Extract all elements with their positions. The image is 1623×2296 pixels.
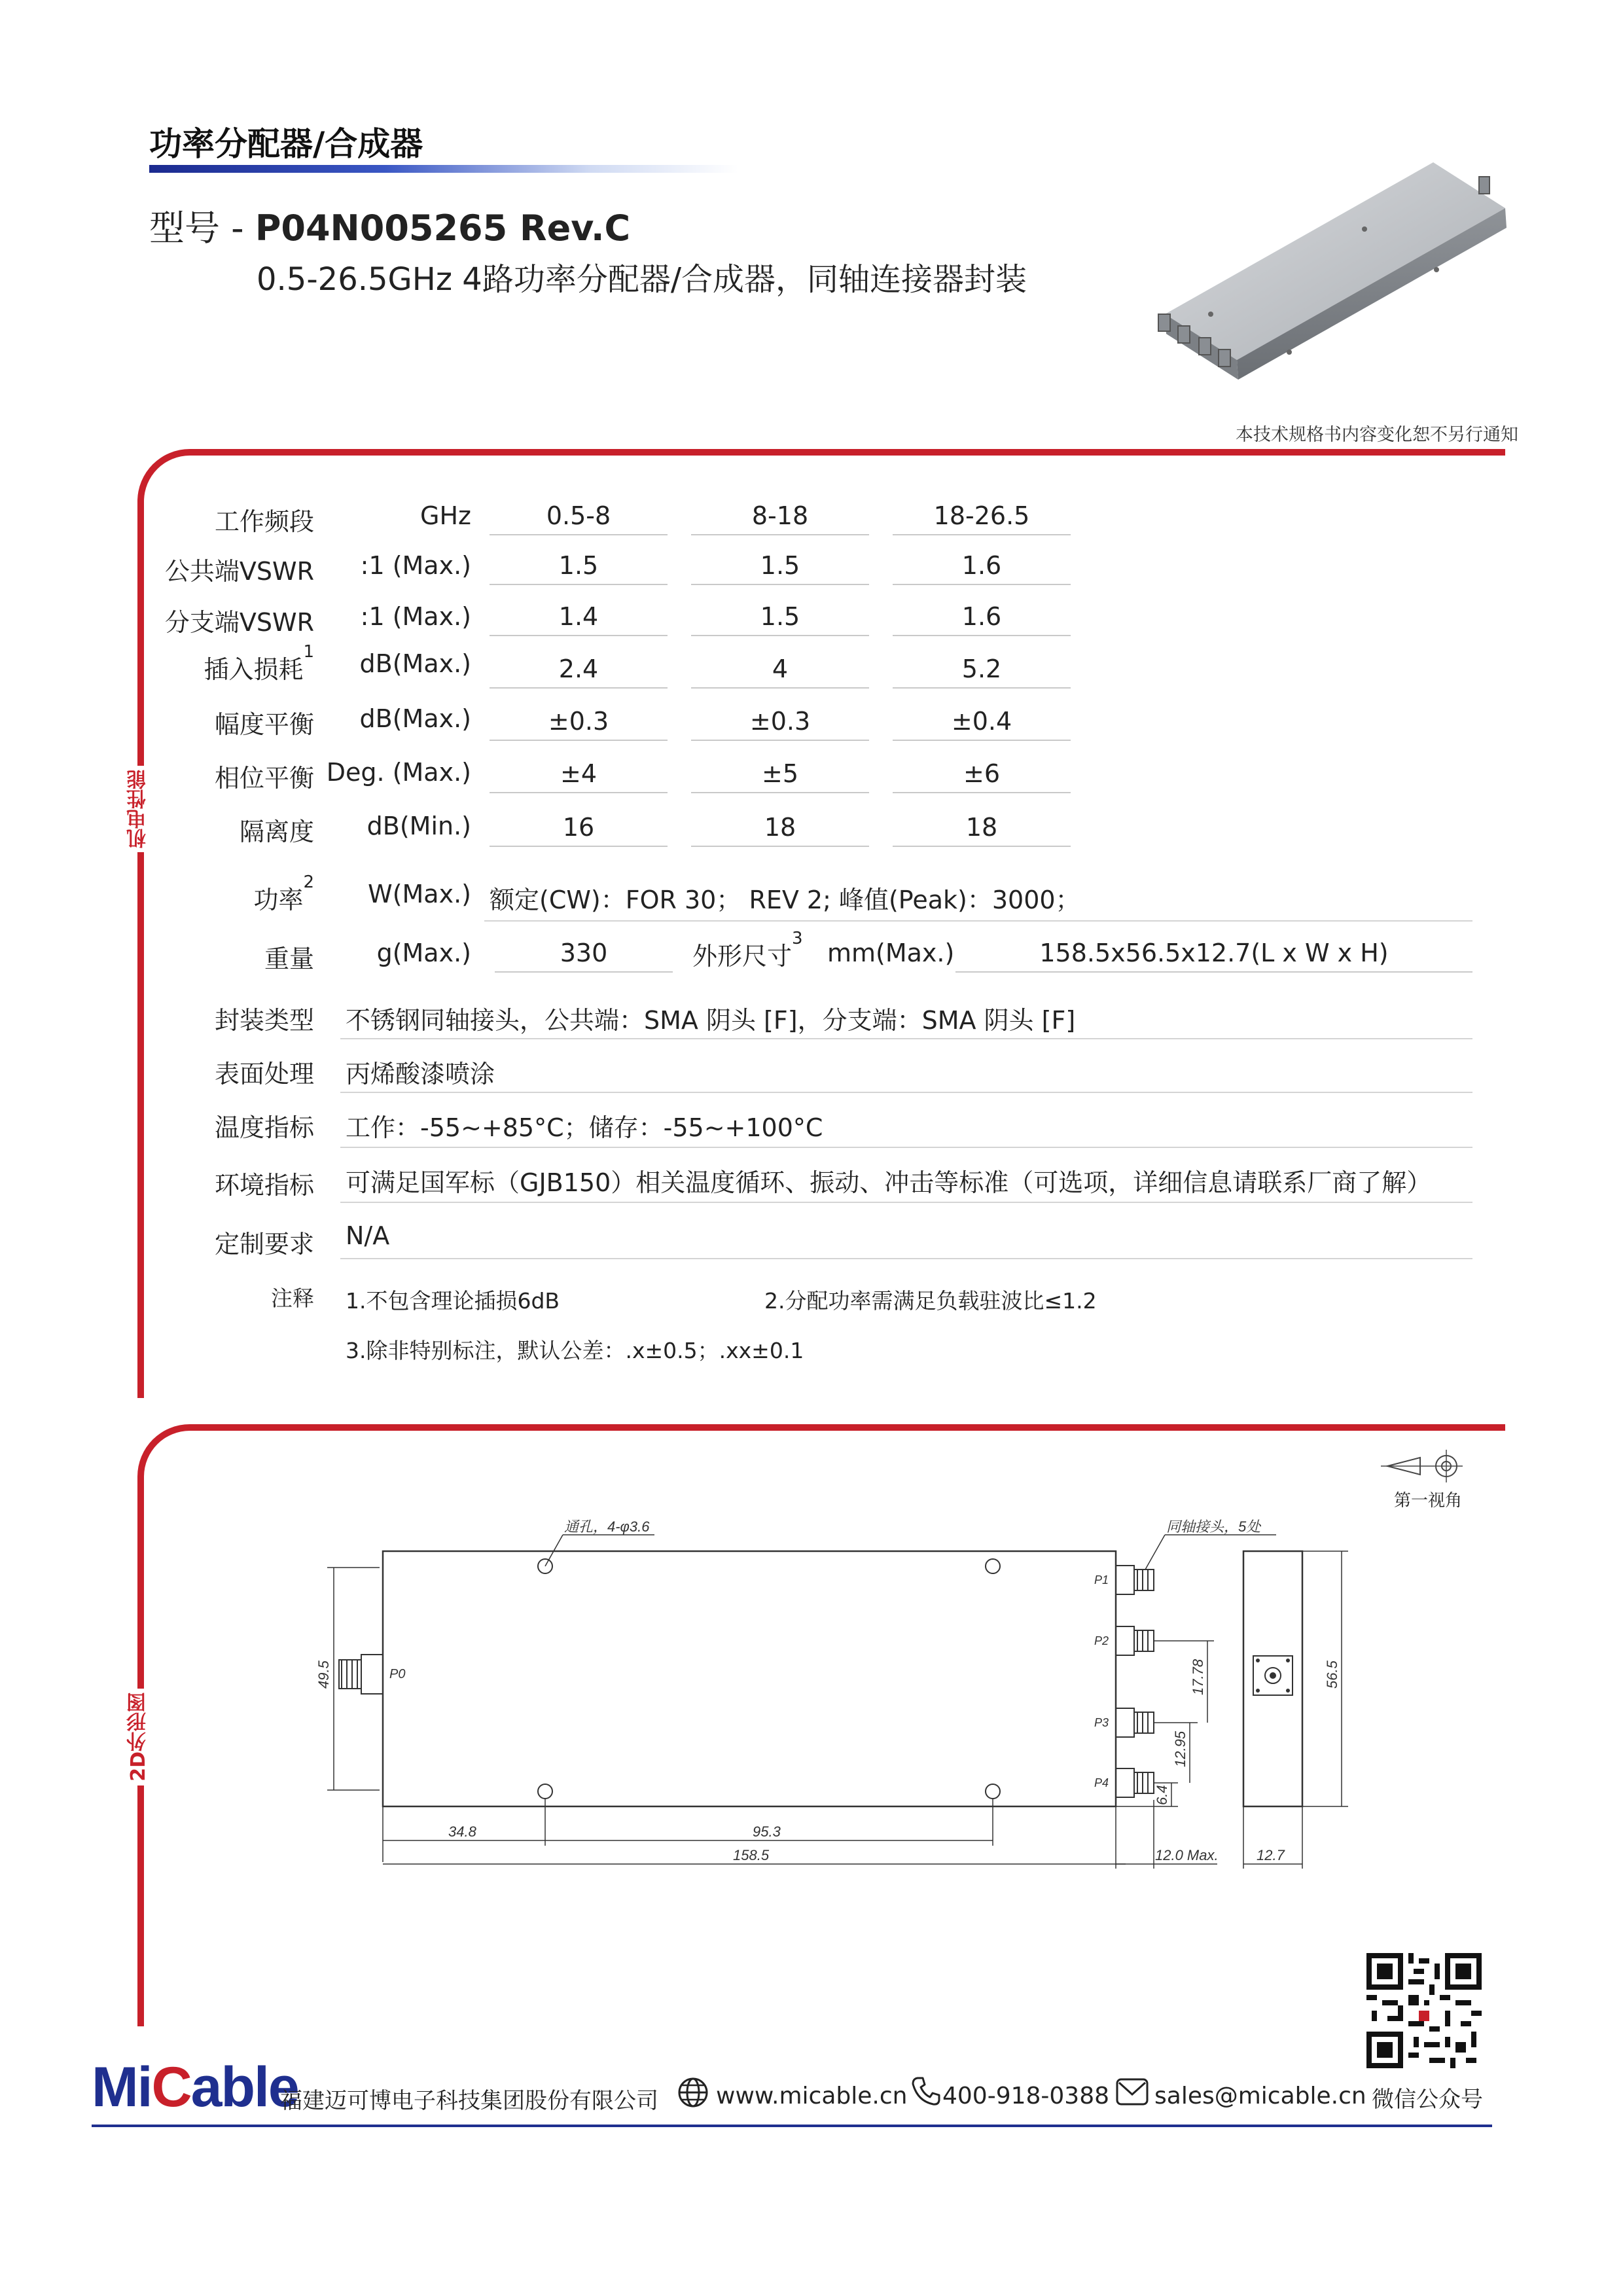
row-value: 0.5-8 bbox=[490, 501, 668, 535]
custom-row bbox=[105, 1215, 1479, 1267]
notes-block bbox=[105, 1275, 1479, 1363]
row-value: ±5 bbox=[691, 759, 869, 793]
email-icon bbox=[1115, 2077, 1149, 2106]
dimension-value: 158.5x56.5x12.7(L x W x H) bbox=[955, 939, 1472, 973]
dim-34-8: 34.8 bbox=[448, 1823, 476, 1840]
footnote-mark: 2 bbox=[303, 872, 314, 893]
row-value: ±6 bbox=[893, 759, 1071, 793]
globe-icon bbox=[677, 2076, 709, 2109]
company-logo bbox=[92, 2055, 298, 2120]
row-value: 16 bbox=[490, 813, 668, 847]
weight-label: 重量 bbox=[264, 944, 314, 973]
power-value: 额定(CW)：FOR 30； REV 2; 峰值(Peak)：3000； bbox=[490, 886, 1080, 914]
row-value: ±0.3 bbox=[691, 707, 869, 741]
row-value: 8-18 bbox=[691, 501, 869, 535]
row-label: 公共端VSWR bbox=[164, 557, 314, 586]
row-value: 18-26.5 bbox=[893, 501, 1071, 535]
mount-hole bbox=[538, 1784, 552, 1799]
dim-connector-len: 12.0 Max. bbox=[1155, 1847, 1219, 1863]
row-unit: Deg. (Max.) bbox=[326, 758, 471, 787]
row-value: 18 bbox=[893, 813, 1071, 847]
temperature-value: 工作：-55~+85°C；储存：-55~+100°C bbox=[346, 1113, 823, 1142]
row-value: 1.4 bbox=[490, 602, 668, 636]
company-name: 福建迈可博电子科技集团股份有限公司 bbox=[280, 2088, 658, 2114]
row-value: 1.6 bbox=[893, 602, 1071, 636]
dim-95-3: 95.3 bbox=[753, 1823, 781, 1840]
row-value: 1.5 bbox=[691, 551, 869, 585]
change-notice: 本技术规格书内容变化恕不另行通知 bbox=[1236, 425, 1518, 445]
port-p0-label: P0 bbox=[389, 1667, 406, 1681]
row-divider bbox=[340, 1258, 1472, 1259]
weight-row bbox=[105, 929, 1479, 982]
row-unit: dB(Min.) bbox=[366, 812, 471, 840]
finish-value: 丙烯酸漆喷涂 bbox=[346, 1060, 495, 1088]
row-label: 隔离度 bbox=[239, 817, 314, 846]
hole-callout: 通孔，4-φ3.6 bbox=[564, 1518, 650, 1535]
category-title: 功率分配器/合成器 bbox=[149, 125, 423, 163]
row-value: 4 bbox=[691, 655, 869, 689]
row-value: ±0.3 bbox=[490, 707, 668, 741]
note-3: 3.除非特别标注，默认公差：.x±0.5；.xx±0.1 bbox=[346, 1338, 804, 1363]
note-1: 1.不包含理论插损6dB bbox=[346, 1288, 560, 1314]
row-label bbox=[105, 872, 314, 916]
row-label: 幅度平衡 bbox=[214, 710, 314, 739]
dimension-label bbox=[692, 929, 803, 972]
row-unit: dB(Max.) bbox=[359, 704, 471, 733]
custom-value: N/A bbox=[346, 1221, 390, 1250]
connector-callout: 同轴接头，5处 bbox=[1166, 1518, 1261, 1535]
environment-label: 环境指标 bbox=[214, 1171, 314, 1200]
technical-drawing bbox=[301, 1505, 1427, 1885]
drawing-side-label bbox=[124, 1689, 153, 1785]
logo-c: C bbox=[151, 2056, 191, 2119]
spec-row bbox=[105, 642, 1086, 694]
logo-able: able bbox=[190, 2056, 298, 2119]
row-label: 工作频段 bbox=[214, 507, 314, 536]
row-divider bbox=[340, 1038, 1472, 1039]
temperature-row bbox=[105, 1101, 1479, 1153]
spec-row bbox=[105, 751, 1086, 797]
row-value: 1.5 bbox=[691, 602, 869, 636]
footer-divider bbox=[92, 2125, 1492, 2127]
row-label bbox=[105, 642, 314, 685]
spec-row bbox=[105, 496, 1086, 542]
product-subtitle: 0.5-26.5GHz 4路功率分配器/合成器，同轴连接器封装 bbox=[257, 261, 1027, 298]
dim-height-left: 49.5 bbox=[315, 1660, 332, 1689]
row-value: 1.6 bbox=[893, 551, 1071, 585]
row-unit: GHz bbox=[420, 501, 471, 530]
footnote-mark: 3 bbox=[792, 929, 803, 949]
dim-length: 158.5 bbox=[733, 1847, 770, 1863]
package-row bbox=[105, 995, 1479, 1047]
row-divider bbox=[340, 1092, 1472, 1093]
spec-row bbox=[105, 699, 1086, 745]
weight-value: 330 bbox=[495, 939, 673, 973]
row-divider bbox=[340, 1147, 1472, 1148]
row-label-text: 插入损耗 bbox=[204, 655, 304, 684]
dim-thickness: 12.7 bbox=[1257, 1847, 1285, 1863]
note-2: 2.分配功率需满足负载驻波比≤1.2 bbox=[764, 1288, 1097, 1314]
website-link[interactable]: www.micable.cn bbox=[716, 2083, 908, 2109]
port-p3-label: P3 bbox=[1094, 1716, 1109, 1729]
wechat-label: 微信公众号 bbox=[1372, 2087, 1483, 2113]
dimension-label-text: 外形尺寸 bbox=[692, 942, 793, 971]
dim-12-95: 12.95 bbox=[1172, 1731, 1188, 1767]
projection-label: 第一视角 bbox=[1394, 1491, 1463, 1511]
dim-width: 56.5 bbox=[1324, 1660, 1340, 1689]
model-number: P04N005265 Rev.C bbox=[255, 207, 631, 249]
row-unit: :1 (Max.) bbox=[360, 551, 471, 580]
package-value: 不锈钢同轴接头，公共端：SMA 阴头 [F]，分支端：SMA 阴头 [F] bbox=[346, 1006, 1076, 1035]
row-label: 相位平衡 bbox=[214, 764, 314, 793]
email-address[interactable]: sales@micable.cn bbox=[1154, 2083, 1366, 2109]
footnote-mark: 1 bbox=[303, 642, 314, 662]
port-connectors-right bbox=[1116, 1566, 1154, 1797]
row-divider bbox=[340, 1202, 1472, 1203]
finish-row bbox=[105, 1049, 1479, 1101]
port-p4-label: P4 bbox=[1094, 1776, 1109, 1789]
spec-row bbox=[105, 597, 1086, 643]
package-label: 封装类型 bbox=[214, 1006, 314, 1035]
power-unit: W(Max.) bbox=[368, 880, 471, 908]
row-value: 1.5 bbox=[490, 551, 668, 585]
phone-number[interactable]: 400-918-0388 bbox=[942, 2083, 1110, 2109]
row-value: 18 bbox=[691, 813, 869, 847]
spec-row bbox=[105, 546, 1086, 592]
row-label: 分支端VSWR bbox=[164, 608, 314, 637]
mount-hole bbox=[986, 1784, 1000, 1799]
model-prefix: 型号 - bbox=[149, 207, 255, 249]
temperature-label: 温度指标 bbox=[214, 1113, 314, 1142]
body-outline bbox=[383, 1551, 1116, 1806]
title-underline bbox=[149, 165, 738, 173]
custom-label: 定制要求 bbox=[214, 1230, 314, 1259]
environment-value: 可满足国军标（GJB150）相关温度循环、振动、冲击等标准（可选项，详细信息请联系厂商了解） bbox=[346, 1168, 1432, 1197]
row-value: ±4 bbox=[490, 759, 668, 793]
finish-label: 表面处理 bbox=[214, 1060, 314, 1088]
notes-label: 注释 bbox=[271, 1285, 314, 1311]
row-value: 2.4 bbox=[490, 655, 668, 689]
row-value: 5.2 bbox=[893, 655, 1071, 689]
dim-6-4: 6.4 bbox=[1154, 1785, 1170, 1805]
phone-icon bbox=[910, 2075, 942, 2108]
row-divider bbox=[484, 920, 1472, 922]
port-p2-label: P2 bbox=[1094, 1634, 1109, 1647]
dim-17-78: 17.78 bbox=[1190, 1659, 1206, 1695]
weight-unit: g(Max.) bbox=[376, 939, 471, 967]
logo-mi: Mi bbox=[92, 2056, 152, 2119]
product-image bbox=[1139, 151, 1518, 386]
power-row bbox=[105, 874, 1479, 927]
port-p1-label: P1 bbox=[1094, 1573, 1109, 1587]
drawing-side-label-text: 2D外形图 bbox=[127, 1693, 150, 1782]
power-label: 功率 bbox=[253, 886, 304, 914]
wechat-qr-code bbox=[1366, 1953, 1482, 2068]
dimension-unit: mm(Max.) bbox=[827, 939, 955, 967]
spec-side-label-text: 机电性能 bbox=[127, 770, 150, 848]
port-p0-connector bbox=[339, 1655, 383, 1694]
environment-row bbox=[105, 1158, 1479, 1211]
spec-row bbox=[105, 805, 1086, 851]
row-unit: :1 (Max.) bbox=[360, 602, 471, 631]
row-unit: dB(Max.) bbox=[359, 649, 471, 678]
mount-hole bbox=[986, 1559, 1000, 1573]
model-line bbox=[149, 200, 630, 251]
row-value: ±0.4 bbox=[893, 707, 1071, 741]
